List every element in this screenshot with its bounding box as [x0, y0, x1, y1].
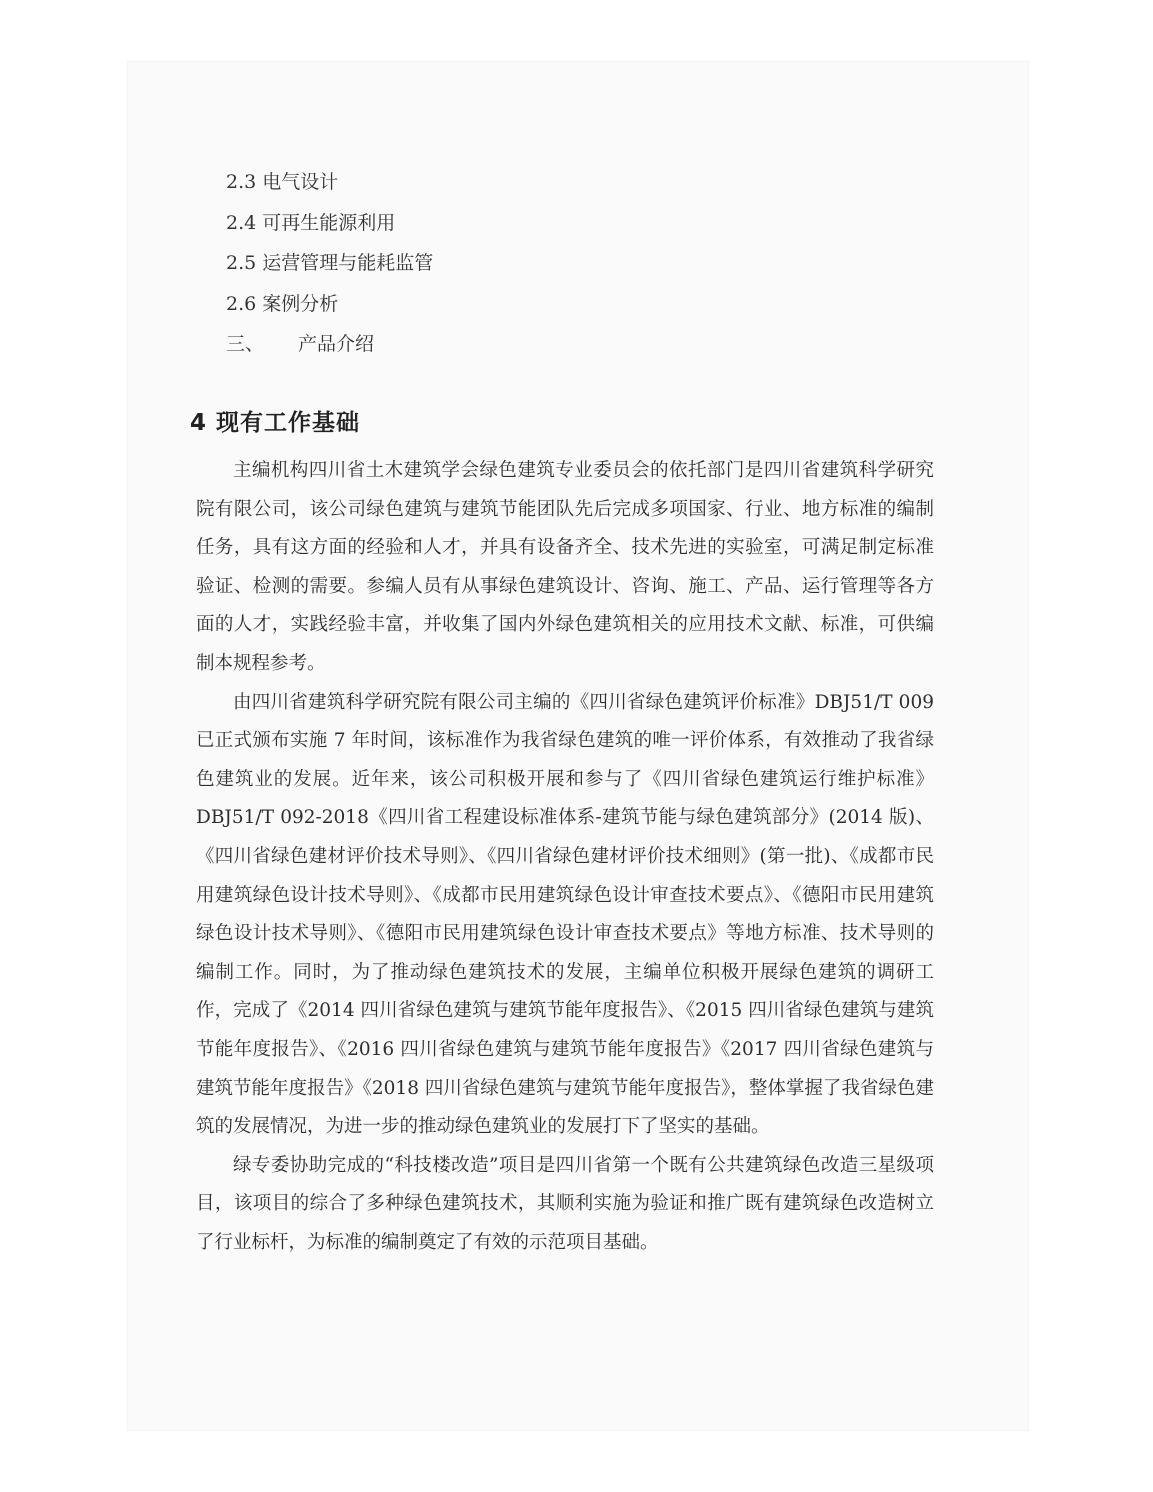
- paragraph: 由四川省建筑科学研究院有限公司主编的《四川省绿色建筑评价标准》DBJ51/T 009 已正式颁布实施 7 年时间，该标准作为我省绿色建筑的唯一评价体系，有效推动了我省绿色建筑业的发展。近年来，该公司积极开展和参与了《四川省绿色建筑运行维护标准》DBJ51/T 092-2018《四川省工程建设标准体系-建筑节能与绿色建筑部分》(2014 版)、《四川省绿色建材评价技术导则》、《四川省绿色建材评价技术细则》(第一批)、《成都市民用建筑绿色设计技术导则》、《成都市民用建筑绿色设计审查技术要点》、《德阳市民用建筑绿色设计技术导则》、《德阳市民用建筑绿色设计审查技术要点》等地方标准、技术导则的编制工作。同时，为了推动绿色建筑技术的发展，主编单位积极开展绿色建筑的调研工作，完成了《2014 四川省绿色建筑与建筑节能年度报告》、《2015 四川省绿色建筑与建筑节能年度报告》、《2016 四川省绿色建筑与建筑节能年度报告》《2017 四川省绿色建筑与建筑节能年度报告》《2018 四川省绿色建筑与建筑节能年度报告》，整体掌握了我省绿色建筑的发展情况，为进一步的推动绿色建筑业的发展打下了坚实的基础。: [196, 691, 934, 1138]
- outline-label: 案例分析: [262, 292, 339, 315]
- section-body: [196, 452, 934, 1262]
- outline-item-2-3: [226, 162, 433, 203]
- outline-label: 产品介绍: [298, 333, 375, 355]
- outline-number: 三、: [226, 333, 265, 355]
- outline-label: 电气设计: [262, 171, 339, 193]
- paragraph: 绿专委协助完成的“科技楼改造”项目是四川省第一个既有公共建筑绿色改造三星级项目，该项目的综合了多种绿色建筑技术，其顺利实施为验证和推广既有建筑绿色改造树立了行业标杆，为标准的编制奠定了有效的示范项目基础。: [196, 1154, 934, 1253]
- section-heading: 4 现有工作基础: [190, 410, 361, 436]
- outline-item-2-4: [226, 203, 433, 244]
- outline-number: 2.4: [226, 211, 257, 234]
- outline-number: 2.5: [226, 252, 257, 274]
- outline-label: 可再生能源利用: [262, 211, 396, 234]
- outline-number: 2.3: [226, 171, 257, 193]
- outline-item-2-6: [226, 284, 433, 325]
- outline-number: 2.6: [226, 292, 257, 315]
- outline-label: 运营管理与能耗监管: [262, 252, 434, 274]
- outline-item-2-5: [226, 243, 433, 284]
- outline-list: [226, 162, 433, 365]
- paragraph: 主编机构四川省土木建筑学会绿色建筑专业委员会的依托部门是四川省建筑科学研究院有限公司，该公司绿色建筑与建筑节能团队先后完成多项国家、行业、地方标准的编制任务，具有这方面的经验和人才，并具有设备齐全、技术先进的实验室，可满足制定标准验证、检测的需要。参编人员有从事绿色建筑设计、咨询、施工、产品、运行管理等各方面的人才，实践经验丰富，并收集了国内外绿色建筑相关的应用技术文献、标准，可供编制本规程参考。: [196, 460, 934, 674]
- outline-item-part-three: [226, 324, 433, 365]
